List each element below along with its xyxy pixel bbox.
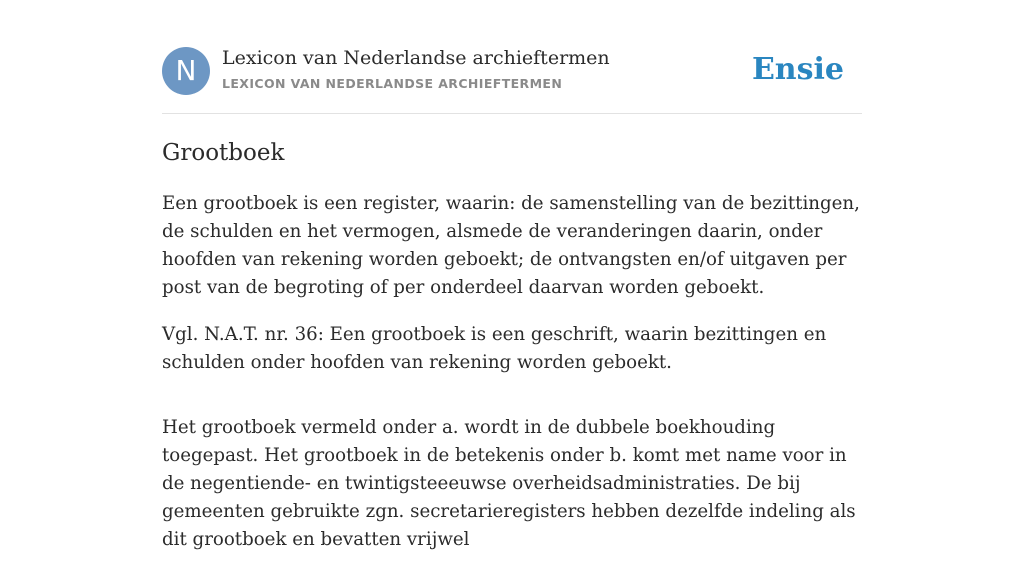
entry-paragraph: Het grootboek vermeld onder a. wordt in de dubbele boekhouding toegepast. Het grootboek in de betekenis onder b. komt met name voor in de negentiende- en twintigsteeeuwse overheidsadministraties. De bij gemeenten gebruikte zgn. secretarieregisters hebben dezelfde indeling als dit grootboek en bevatten vrijwel	[162, 417, 856, 550]
ensie-logo-link[interactable]: Ensie	[751, 52, 844, 87]
entry-content	[162, 136, 867, 573]
site-header	[162, 47, 862, 95]
header-divider	[162, 113, 862, 114]
source-subtitle: LEXICON VAN NEDERLANDSE ARCHIEFTERMEN	[222, 76, 563, 91]
entry-term: Grootboek	[162, 140, 285, 166]
entry-paragraph: Een grootboek is een register, waarin: de samenstelling van de bezittingen, de schulden en het vermogen, alsmede de veranderingen daarin, onder hoofden van rekening worden geboekt; de ontvangsten en/of uitgaven per post van de begroting of per onderdeel daarvan worden geboekt.	[162, 193, 860, 298]
entry-paragraph: Vgl. N.A.T. nr. 36: Een grootboek is een geschrift, waarin bezittingen en schulden onder hoofden van rekening worden geboekt.	[162, 324, 827, 373]
source-title[interactable]: Lexicon van Nederlandse archieftermen	[222, 47, 610, 69]
source-avatar[interactable]: N	[162, 47, 210, 95]
